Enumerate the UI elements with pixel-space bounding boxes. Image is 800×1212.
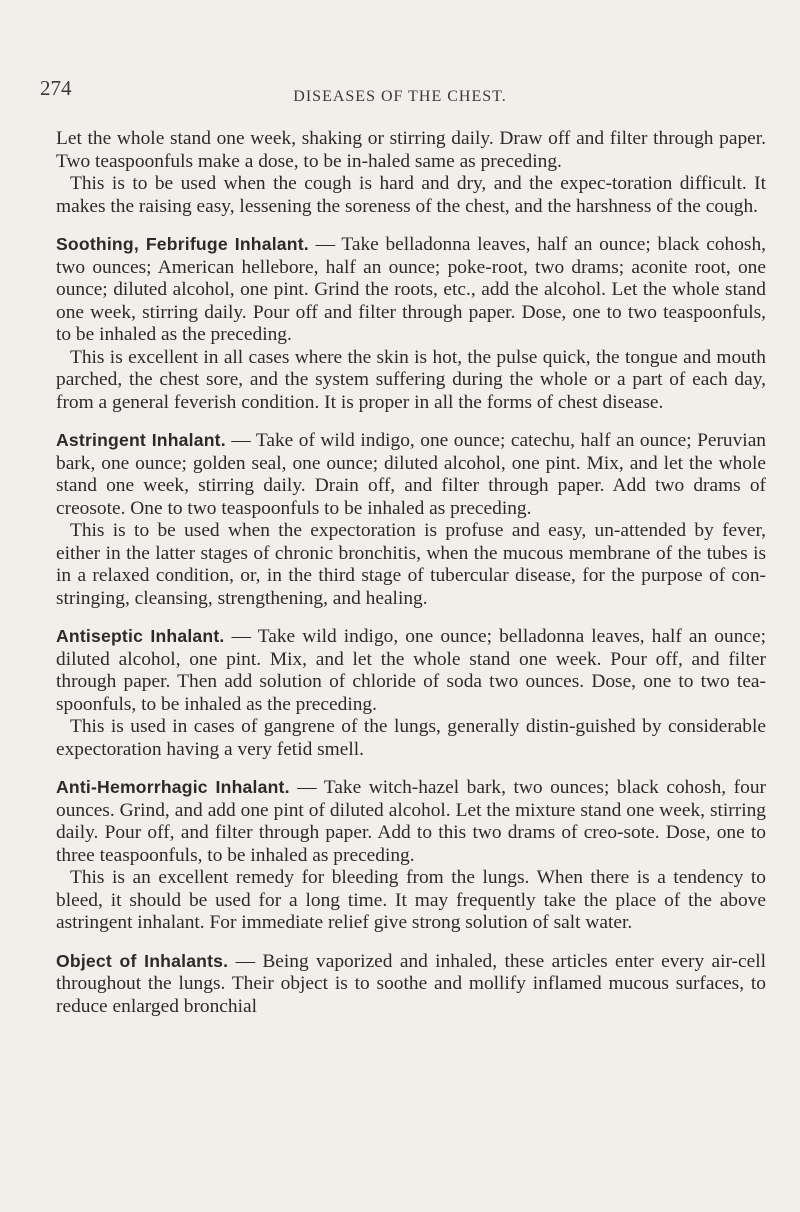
section-note: This is excellent in all cases where the skin is hot, the pulse quick, the tongue and mouth parched, the chest sore, and the system suffering during the whole or a part of each day, from a general feverish condition. It is proper in all the forms of chest disease.	[56, 346, 766, 413]
section-text: — Being vaporized and inhaled, these articles enter every air-cell throughout the lungs. Their object is to soothe and mollify inflamed mucous surfaces, to reduce enlarged bronchial	[56, 950, 767, 1017]
section-note: This is to be used when the expectoration is profuse and easy, un-attended by fever, either in the latter stages of chronic bronchitis, when the mucous membrane of the tubes is in a relaxed condition, or, in the third stage of tubercular disease, for the purpose of con-stringing, cleansing, strengthening, and healing.	[56, 520, 766, 609]
section-antiseptic-inhalant	[56, 625, 766, 716]
section-heading: Antiseptic Inhalant.	[56, 626, 225, 646]
section-heading: Anti-Hemorrhagic Inhalant.	[56, 777, 290, 797]
section-heading: Astringent Inhalant.	[56, 430, 226, 450]
section-soothing-inhalant	[56, 233, 766, 347]
section-text: — Take wild indigo, one ounce; belladonna leaves, half an ounce; diluted alcohol, one pint. Mix, and let the whole stand one week. Pour off, and filter through paper. Then add solution of chloride of soda two ounces. Dose, one to two tea-spoonfuls, to be inhaled as the preceding.	[56, 626, 766, 715]
section-text: — Take witch-hazel bark, two ounces; black cohosh, four ounces. Grind, and add one pint of diluted alcohol. Let the mixture stand one week, stirring daily. Pour off, and filter through paper. Add to this two drams of creo-sote. Dose, one to three teaspoonfuls, to be inhaled as preceding.	[56, 777, 766, 866]
body-text	[56, 128, 766, 1018]
section-astringent-inhalant	[56, 429, 766, 520]
section-heading: Object of Inhalants.	[56, 950, 229, 971]
section-note: This is used in cases of gangrene of the lungs, generally distin-guished by considerable expectoration having a very fetid smell.	[56, 716, 766, 760]
section-note: This is an excellent remedy for bleeding from the lungs. When there is a tendency to bleed, it should be used for a long time. It may frequently take the place of the above astringent inhalant. For immediate relief give strong solution of salt water.	[56, 867, 766, 933]
page-number: 274	[40, 76, 72, 100]
section-text: — Take of wild indigo, one ounce; catechu, half an ounce; Peruvian bark, one ounce; golden seal, one ounce; diluted alcohol, one pint. Mix, and let the whole stand one week, stirring daily. Drain off, and filter through paper. Add two drams of creosote. One to two teaspoonfuls to be inhaled as preceding.	[56, 430, 766, 519]
running-head: DISEASES OF THE CHEST.	[293, 88, 507, 105]
section-anti-hemorrhagic-inhalant	[56, 776, 766, 867]
section-text: — Take belladonna leaves, half an ounce; black cohosh, two ounces; American hellebore, half an ounce; poke-root, two drams; aconite root, one ounce; diluted alcohol, one pint. Grind the roots, etc., add the alcohol. Let the whole stand one week, stirring daily. Pour off and filter through paper. Dose, one to two teaspoonfuls, to be inhaled as the preceding.	[56, 234, 766, 345]
intro-note: This is to be used when the cough is hard and dry, and the expec-toration difficult. It makes the raising easy, lessening the soreness of the chest, and the harshness of the cough.	[56, 173, 766, 217]
section-object-of-inhalants	[56, 950, 766, 1019]
section-heading: Soothing, Febrifuge Inhalant.	[56, 234, 309, 254]
intro-paragraph: Let the whole stand one week, shaking or stirring daily. Draw off and filter through paper. Two teaspoonfuls make a dose, to be in-haled same as preceding.	[56, 128, 766, 172]
